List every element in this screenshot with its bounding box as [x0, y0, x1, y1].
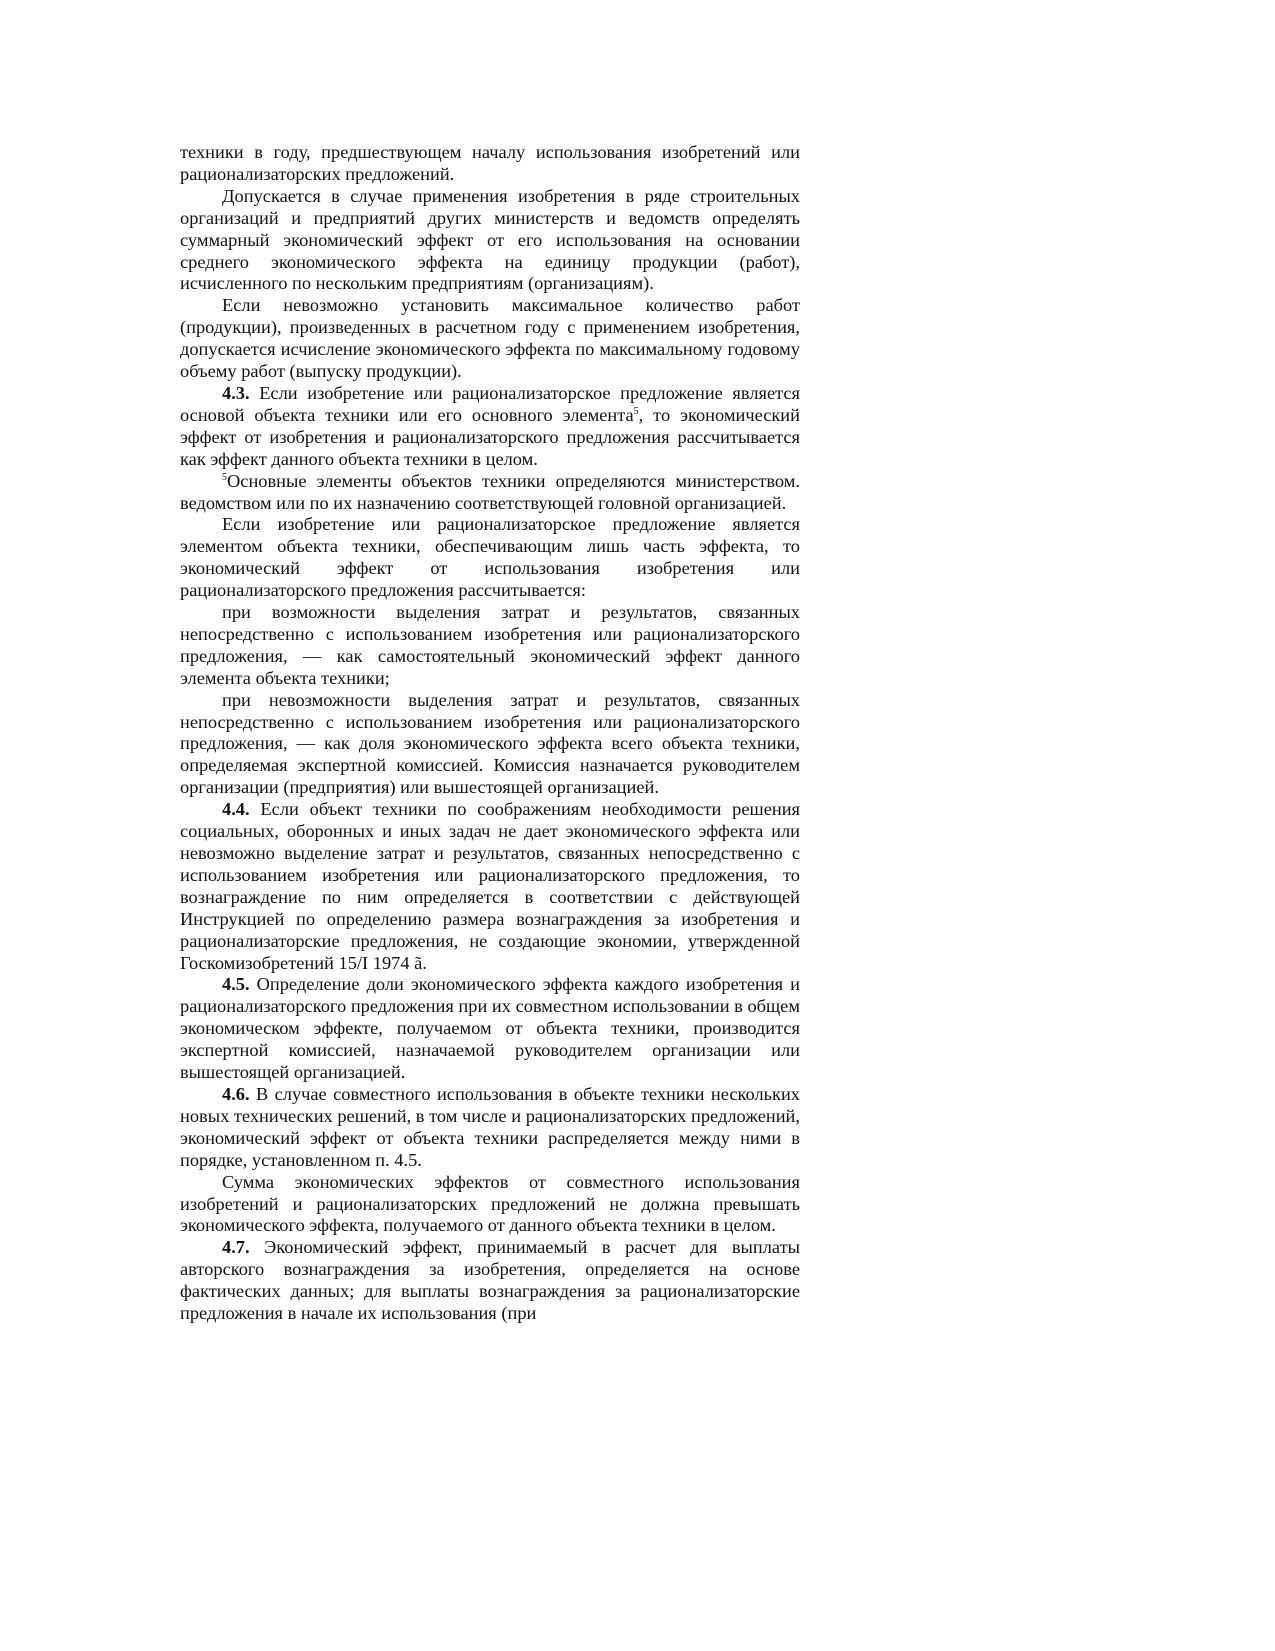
section-number: 4.3.	[222, 382, 250, 403]
paragraph-text: при возможности выделения затрат и результатов, связанных непосредственно с использованием изобретения или рационализаторского предложения, — как самостоятельный экономический эффект данного элемента объекта техники;	[180, 602, 800, 688]
paragraph-text: Если изобретение или рационализаторское предложение является основой объекта техники или его основного элемента	[180, 382, 800, 425]
footnote-reference: 5	[633, 405, 639, 417]
section-4-3	[180, 383, 800, 471]
footnote-mark: 5	[222, 471, 227, 483]
footnote-text: Основные элементы объектов техники определяются министерством. ведомством или по их назначению соответствующей головной организацией.	[180, 470, 800, 513]
paragraph-text: Сумма экономических эффектов от совместного использования изобретений и рационализаторских предложений не должна превышать экономического эффекта, получаемого от данного объекта техники в целом.	[180, 1171, 800, 1236]
document-page	[180, 142, 800, 1325]
paragraph-text: В случае совместного использования в объекте техники нескольких новых технических решений, в том числе и рационализаторских предложений, экономический эффект от объекта техники распределяется между ними в порядке, установленном п. 4.5.	[180, 1083, 800, 1170]
section-4-7	[180, 1237, 800, 1325]
paragraph-sum-limit	[180, 1172, 800, 1238]
section-4-5	[180, 974, 800, 1084]
paragraph-text: Допускается в случае применения изобретения в ряде строительных организаций и предприятий других министерств и ведомств определять суммарный экономический эффект от его использования на основании среднего экономического эффекта на единицу продукции (работ), исчисленного по нескольким предприятиям (организациям).	[180, 185, 800, 294]
paragraph-text: Экономический эффект, принимаемый в расчет для выплаты авторского вознаграждения за изобретения, определяется на основе фактических данных; для выплаты вознаграждения за рационализаторские предложения в начале их использования (при	[180, 1237, 800, 1324]
section-number: 4.4.	[222, 799, 250, 820]
paragraph-text: , то экономический эффект от изобретения и рационализаторского предложения рассчитывается как эффект данного объекта техники в целом.	[180, 404, 800, 469]
section-4-6	[180, 1084, 800, 1172]
paragraph-text: Если невозможно установить максимальное количество работ (продукции), произведенных в расчетном году с применением изобретения, допускается исчисление экономического эффекта по максимальному годовому объему работ (выпуску продукции).	[180, 295, 800, 382]
paragraph-text: Если объект техники по соображениям необходимости решения социальных, оборонных и иных задач не дает экономического эффекта или невозможно выделение затрат и результатов, связанных непосредственно с использованием изобретения или рационализаторского предложения, то вознаграждение по ним определяется в соответствии с действующей Инструкцией по определению размера вознаграждения за изобретения и рационализаторские предложения, не создающие экономии, утвержденной Госкомизобретений 15/I 1974 ã.	[180, 799, 800, 973]
paragraph-text: Определение доли экономического эффекта каждого изобретения и рационализаторского предложения при их совместном использовании в общем экономическом эффекте, получаемом от объекта техники, производится экспертной комиссией, назначаемой руководителем организации или вышестоящей организацией.	[180, 974, 800, 1083]
paragraph-max-volume	[180, 295, 800, 383]
paragraph-text: Если изобретение или рационализаторское предложение является элементом объекта техники, обеспечивающим лишь часть эффекта, то экономический эффект от использования изобретения или рационализаторского предложения рассчитывается:	[180, 514, 800, 601]
paragraph-text: при невозможности выделения затрат и результатов, связанных непосредственно с использованием изобретения или рационализаторского предложения, — как доля экономического эффекта всего объекта техники, определяемая экспертной комиссией. Комиссия назначается руководителем организации (предприятия) или вышестоящей организацией.	[180, 689, 800, 798]
paragraph-text: техники в году, предшествующем началу использования изобретений или рационализаторских предложений.	[180, 142, 800, 184]
section-number: 4.6.	[222, 1083, 250, 1104]
section-number: 4.7.	[222, 1237, 250, 1258]
paragraph-possible-separation	[180, 602, 800, 690]
paragraph-continuation	[180, 142, 800, 186]
section-4-4	[180, 799, 800, 974]
footnote-5	[180, 471, 800, 515]
section-number: 4.5.	[222, 974, 250, 995]
paragraph-combined-effect	[180, 186, 800, 296]
paragraph-impossible-separation	[180, 690, 800, 800]
paragraph-element-effect	[180, 514, 800, 602]
